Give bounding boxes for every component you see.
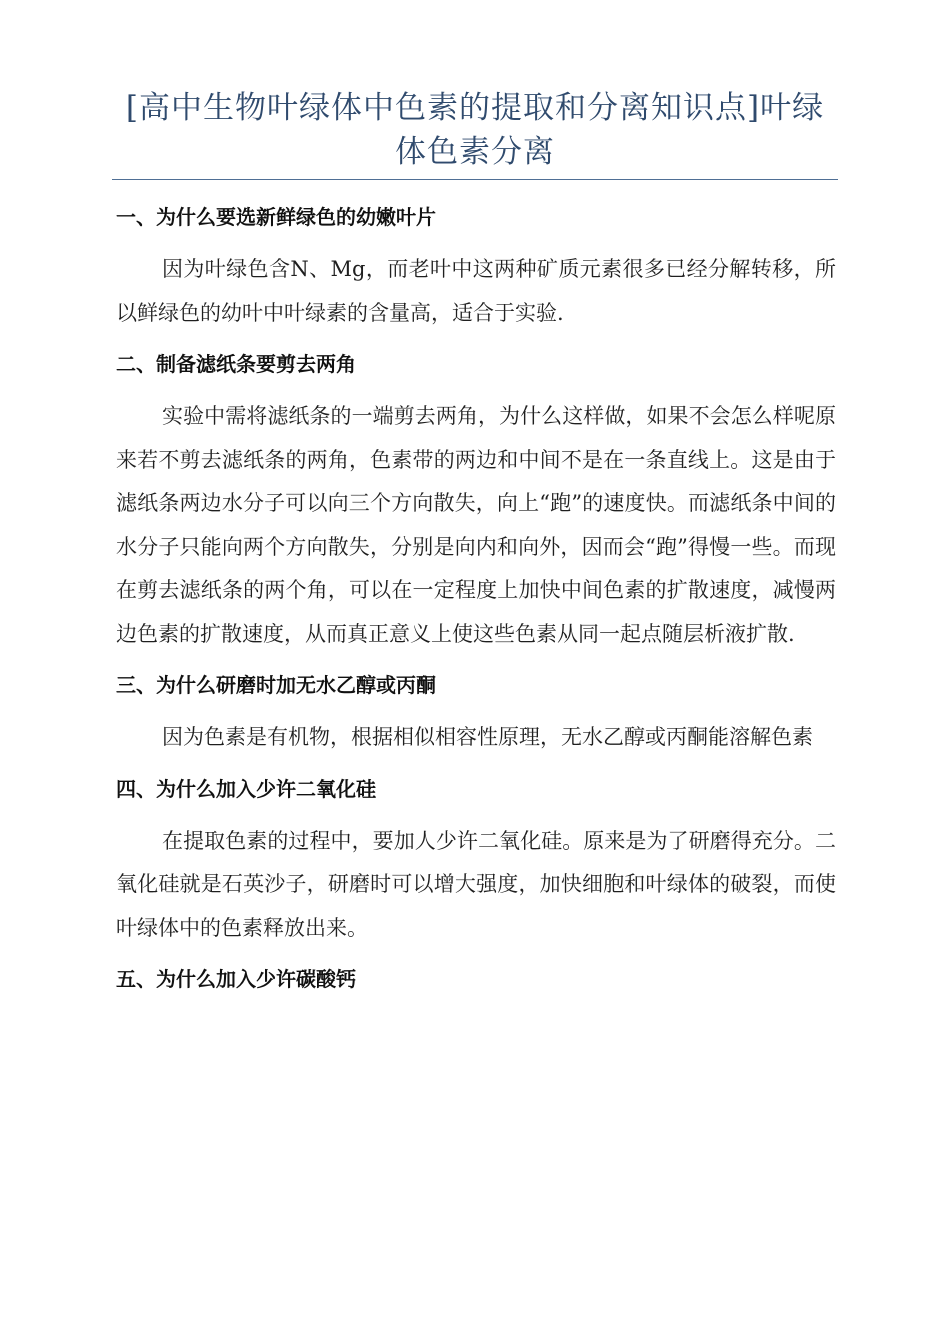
section-heading: 三、为什么研磨时加无水乙醇或丙酮 [116, 673, 436, 697]
section-5 [116, 962, 836, 996]
section-heading: 四、为什么加入少许二氧化硅 [116, 776, 376, 801]
section-heading: 五、为什么加入少许碳酸钙 [116, 967, 356, 991]
section-paragraph: 在提取色素的过程中，要加人少许二氧化硅。原来是为了研磨得充分。二氧化硅就是石英沙子，研磨时可以增大强度，加快细胞和叶绿体的破裂，而使叶绿体中的色素释放出来。 [116, 828, 836, 940]
title-divider [112, 179, 838, 180]
section-heading: 二、制备滤纸条要剪去两角 [116, 352, 356, 376]
document-body [116, 200, 836, 996]
section-3 [116, 668, 836, 760]
section-paragraph: 因为叶绿色含N、Mg，而老叶中这两种矿质元素很多已经分解转移，所以鲜绿色的幼叶中叶绿素的含量高，适合于实验. [116, 257, 836, 325]
section-paragraph: 因为色素是有机物，根据相似相容性原理，无水乙醇或丙酮能溶解色素 [162, 725, 813, 749]
section-4 [116, 772, 836, 951]
section-heading: 一、为什么要选新鲜绿色的幼嫩叶片 [116, 205, 436, 229]
section-paragraph: 实验中需将滤纸条的一端剪去两角，为什么这样做，如果不会怎么样呢原来若不剪去滤纸条的两角，色素带的两边和中间不是在一条直线上。这是由于滤纸条两边水分子可以向三个方向散失，向上“跑”的速度快。而滤纸条中间的水分子只能向两个方向散失，分别是向内和向外，因而会“跑”得慢一些。而现在剪去滤纸条的两个角，可以在一定程度上加快中间色素的扩散速度，减慢两边色素的扩散速度，从而真正意义上使这些色素从同一起点随层析液扩散. [116, 404, 836, 646]
document-title: [高中生物叶绿体中色素的提取和分离知识点]叶绿体色素分离 [125, 90, 825, 170]
section-1 [116, 200, 836, 335]
section-2 [116, 347, 836, 656]
